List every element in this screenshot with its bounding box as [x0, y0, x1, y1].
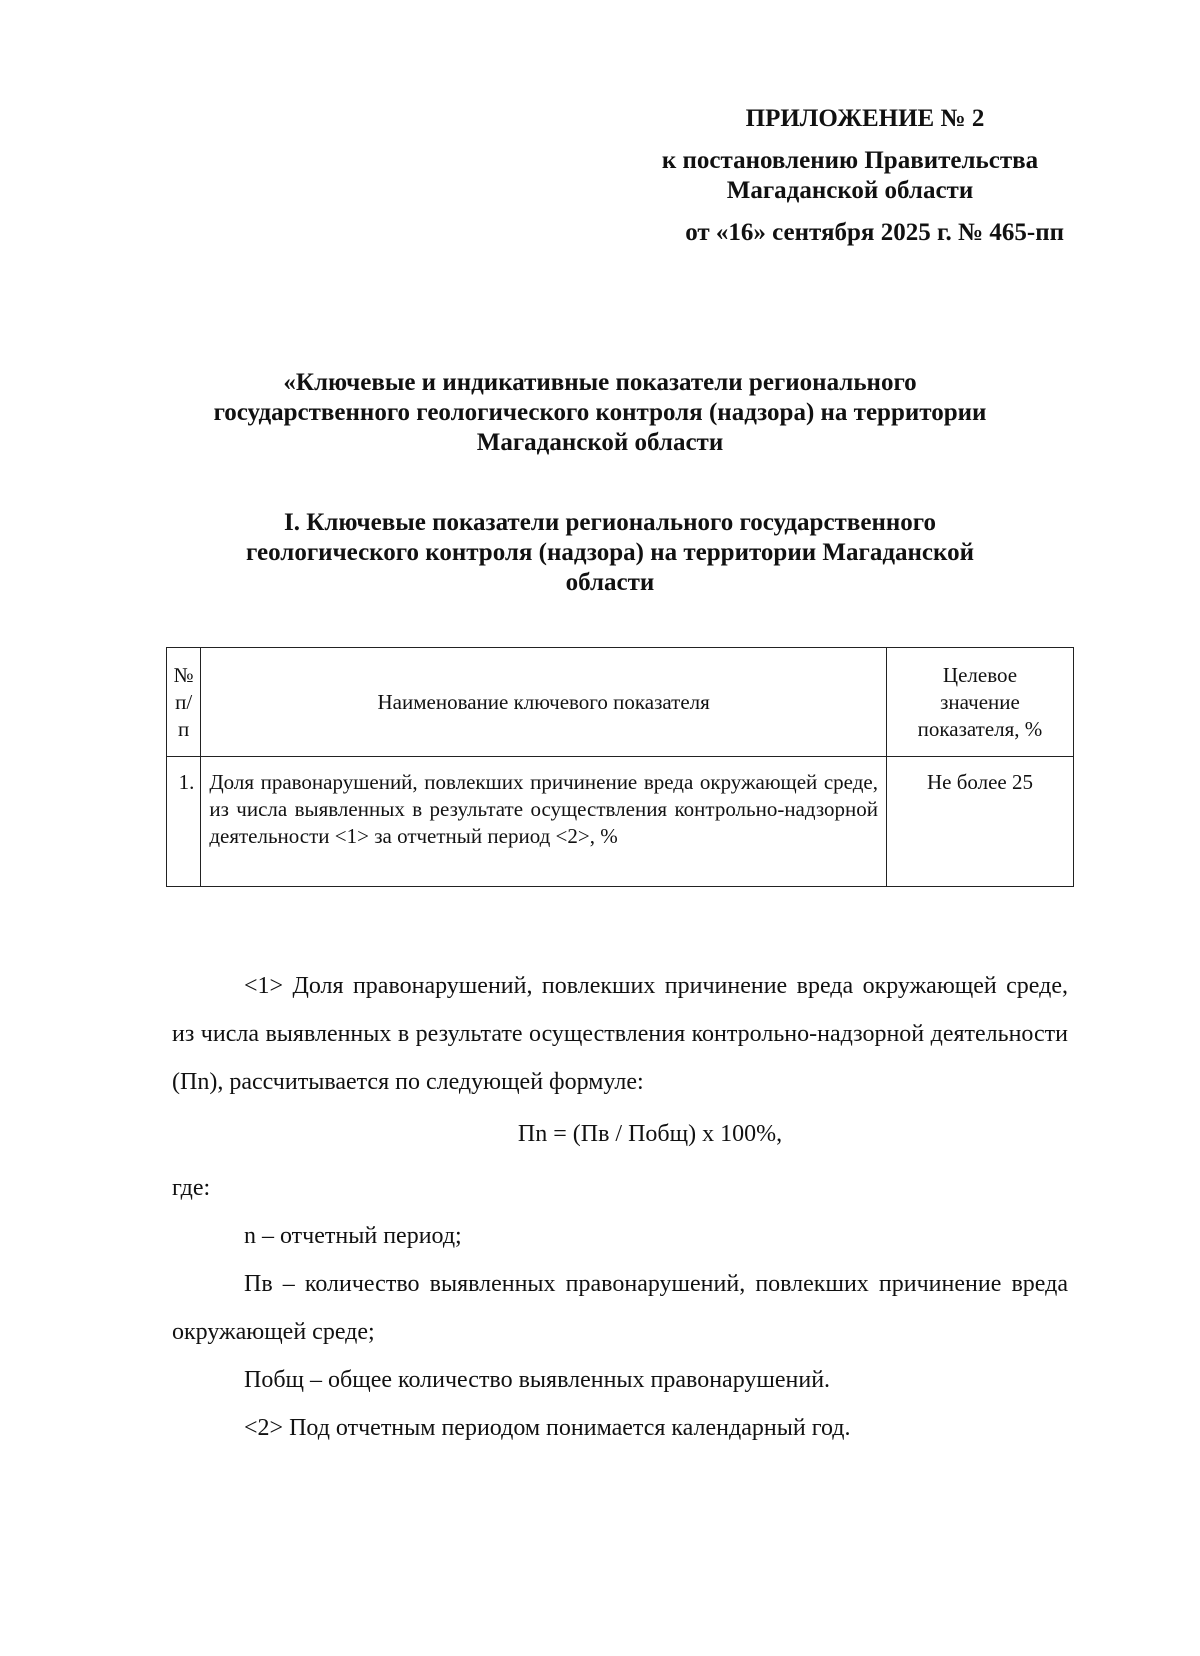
footnotes [172, 962, 1068, 1452]
document-title-line-3: Магаданской области [476, 429, 724, 456]
row-target-value: Не более 25 [886, 757, 1073, 887]
appendix-header [620, 104, 1080, 248]
header-target-line-1: Целевое [942, 662, 1018, 687]
section-title-line-3: области [565, 569, 655, 596]
section-title [190, 508, 1030, 598]
header-target-value [886, 648, 1073, 757]
header-target-line-3: показателя, % [917, 716, 1043, 741]
header-target-line-2: значение [940, 689, 1020, 714]
key-indicators-table [166, 647, 1074, 887]
table-header-row [167, 648, 1074, 757]
footnote-1: <1> Доля правонарушений, повлекших причинение вреда окружающей среде, из числа выявленных в результате осуществления контрольно-надзорной деятельности (Пn), рассчитывается по следующей формуле: [172, 973, 1068, 1095]
header-number-line-2: п/п [175, 689, 193, 741]
definition-n: n – отчетный период; [244, 1223, 462, 1249]
definition-pv: Пв – количество выявленных правонарушений, повлекших причинение вреда окружающей среде; [172, 1271, 1068, 1345]
document-title [150, 368, 1050, 458]
table-row [167, 757, 1074, 887]
definition-pobshch: Побщ – общее количество выявленных правонарушений. [244, 1367, 831, 1393]
header-number-line-1: № [173, 662, 194, 687]
document-title-line-2: государственного геологического контроля (надзора) на территории [213, 399, 987, 426]
header-number [167, 648, 201, 757]
row-number: 1. [167, 757, 201, 887]
where-label: где: [172, 1175, 211, 1201]
section-title-line-1: I. Ключевые показатели регионального государственного [284, 509, 936, 536]
formula: Пn = (Пв / Побщ) х 100%, [517, 1121, 783, 1147]
footnote-2: <2> Под отчетным периодом понимается календарный год. [244, 1415, 851, 1441]
header-indicator-name: Наименование ключевого показателя [201, 648, 887, 757]
appendix-date: от «16» сентября 2025 г. № 465-пп [685, 219, 1064, 246]
document-title-line-1: «Ключевые и индикативные показатели регионального [283, 369, 917, 396]
appendix-region-line: Магаданской области [726, 177, 974, 204]
row-indicator-name: Доля правонарушений, повлекших причинение вреда окружающей среде, из числа выявленных в результате осуществления контрольно-надзорной деятельности <1> за отчетный период <2>, % [201, 757, 887, 887]
section-title-line-2: геологического контроля (надзора) на территории Магаданской [246, 539, 974, 566]
appendix-resolution-line: к постановлению Правительства [661, 147, 1039, 174]
appendix-title: ПРИЛОЖЕНИЕ № 2 [745, 105, 985, 132]
